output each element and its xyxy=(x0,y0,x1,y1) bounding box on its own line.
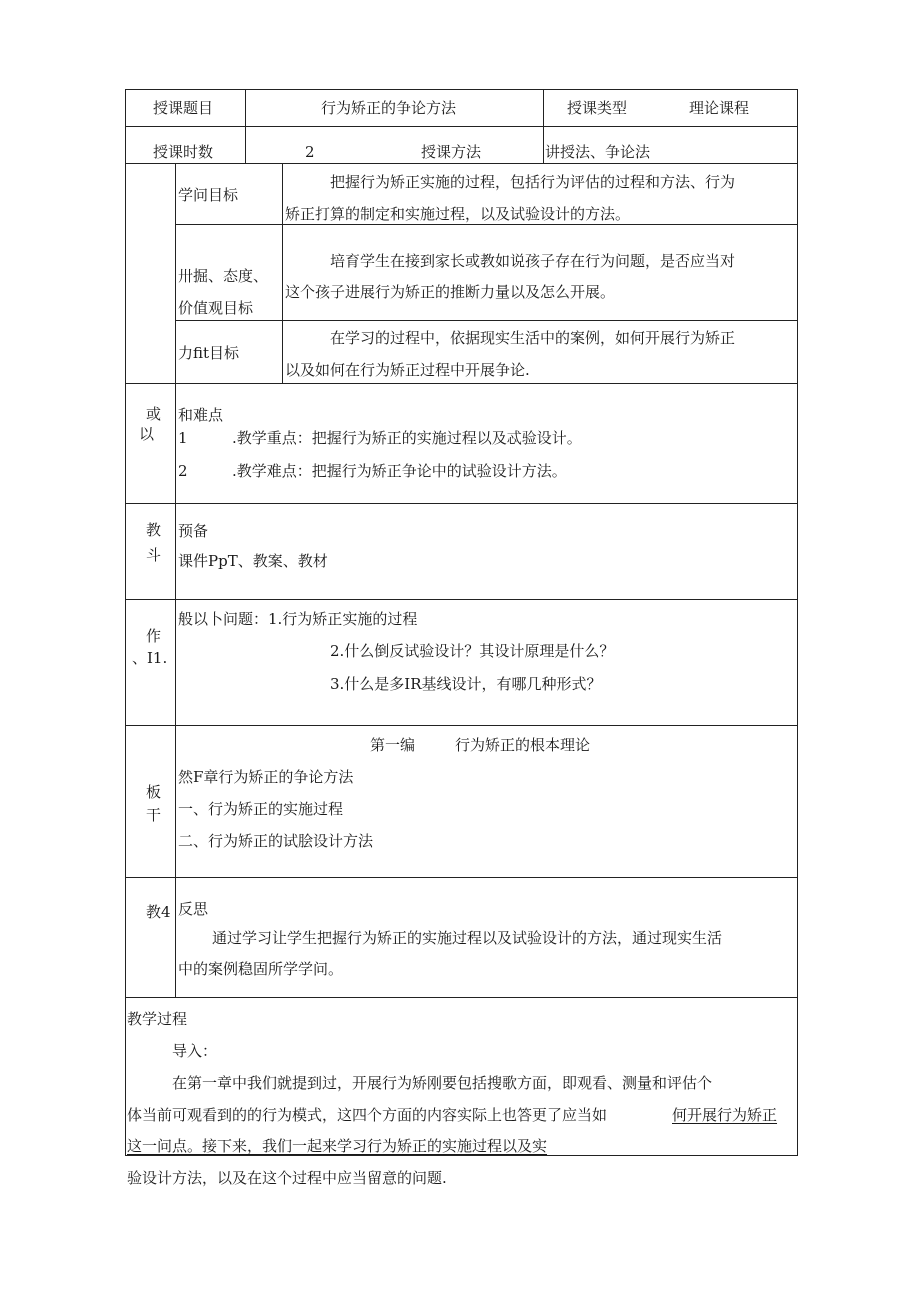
focus-side-label: 或 xyxy=(146,405,162,423)
reflection-line: 通过学习让学生把握行为矫正的实施过程以及试验设计的方法，通过现实生活 xyxy=(212,929,723,947)
board-part-label: 第一编 xyxy=(370,736,416,754)
prep-title: 预备 xyxy=(178,522,209,540)
table-rule xyxy=(125,383,798,384)
table-col-rule xyxy=(282,163,283,383)
table-rule xyxy=(125,126,798,127)
process-line-underlined: 这一问点。接下来，我们一起来学习行为矫正的实施过程以及实 xyxy=(127,1137,548,1155)
table-rule xyxy=(125,877,798,878)
prep-content: 课件PpT、教案、教材 xyxy=(178,552,328,570)
attitude-objective-line: 培育学生在接到家长或教如说孩子存在行为问题，是否应当对 xyxy=(330,252,736,270)
focus-side-label: 以 xyxy=(139,425,155,443)
type-value: 理论课程 xyxy=(689,99,750,117)
focus-title: 和难点 xyxy=(178,406,224,424)
process-intro-label: 导入： xyxy=(172,1042,218,1060)
method-value: 讲授法、争论法 xyxy=(545,143,651,161)
process-line: 在第一章中我们就提到过，开展行为矫刚要包括搜歌方面，即观看、测量和评估个 xyxy=(172,1074,713,1092)
prep-side-label: 斗 xyxy=(146,546,162,564)
type-label: 授课类型 xyxy=(567,99,628,117)
knowledge-objective-label: 学问目标 xyxy=(178,186,239,204)
focus-item-text: .教学重点：把握行为矫正的实施过程以及忒验设计。 xyxy=(232,429,582,447)
table-border-left xyxy=(125,89,126,1156)
process-continuation: 验设计方法，以及在这个过程中应当留意的问题. xyxy=(127,1169,447,1187)
board-side-label: 干 xyxy=(146,806,162,824)
process-line-underlined: 何开展行为矫正 xyxy=(672,1106,778,1124)
method-label: 授课方法 xyxy=(421,143,482,161)
table-rule xyxy=(125,163,798,164)
homework-side-label: 作 xyxy=(146,627,162,645)
attitude-objective-label: 价值观目标 xyxy=(178,299,254,317)
table-rule xyxy=(175,224,798,225)
homework-line: 3.什么是多IR基线设计，有哪几种形式？ xyxy=(330,675,602,693)
table-col-rule xyxy=(245,89,246,163)
homework-line: 2.什么倒反试验设计？其设计原理是什么？ xyxy=(330,642,615,660)
reflection-title: 反思 xyxy=(178,900,209,918)
board-line: 一、行为矫正的实施过程 xyxy=(178,800,344,818)
table-rule xyxy=(125,599,798,600)
table-col-rule xyxy=(543,89,544,163)
reflection-side-label: 教4 xyxy=(146,903,171,921)
process-title: 教学过程 xyxy=(127,1010,188,1028)
reflection-line: 中的案例稳固所学学问。 xyxy=(178,960,344,978)
hours-label: 授课时数 xyxy=(153,143,214,161)
table-rule xyxy=(125,997,798,998)
board-part-title: 行为矫正的根本理论 xyxy=(455,736,591,754)
board-line: 二、行为矫正的试脍设计方法 xyxy=(178,832,374,850)
hours-value: 2 xyxy=(305,143,315,161)
homework-side-label: 、I1. xyxy=(132,649,168,667)
attitude-objective-line: 这个孩子进展行为矫正的推断力量以及怎么开展。 xyxy=(285,283,616,301)
table-rule xyxy=(175,320,798,321)
table-rule xyxy=(125,503,798,504)
board-side-label: 板 xyxy=(146,783,162,801)
ability-objective-label: 力fit目标 xyxy=(178,344,240,362)
topic-value: 行为矫正的争论方法 xyxy=(321,99,457,117)
table-border-top xyxy=(125,89,798,90)
focus-item-text: .教学难点：把握行为矫正争论中的试验设计方法。 xyxy=(232,462,567,480)
ability-objective-line: 在学习的过程中，依据现实生活中的案例，如何开展行为矫正 xyxy=(330,329,736,347)
ability-objective-line: 以及如何在行为矫正过程中开展争论. xyxy=(285,361,530,379)
knowledge-objective-line: 把握行为矫正实施的过程，包括行为评估的过程和方法、行为 xyxy=(330,173,736,191)
process-line: 体当前可观看到的的行为模式，这四个方面的内容实际上也答更了应当如 xyxy=(127,1106,608,1124)
table-col-rule xyxy=(175,163,176,997)
table-rule xyxy=(125,725,798,726)
homework-line: 般以卜问题：1.行为矫正实施的过程 xyxy=(178,610,418,628)
table-border-right xyxy=(797,89,798,1156)
prep-side-label: 教 xyxy=(146,521,162,539)
knowledge-objective-line: 矫正打算的制定和实施过程，以及试验设计的方法。 xyxy=(285,205,631,223)
focus-item-number: 2 xyxy=(178,462,188,480)
board-line: 然F章行为矫正的争论方法 xyxy=(178,768,354,786)
topic-label: 授课题目 xyxy=(153,99,214,117)
attitude-objective-label: 卅掘、态度、 xyxy=(178,267,269,285)
focus-item-number: 1 xyxy=(178,429,188,447)
